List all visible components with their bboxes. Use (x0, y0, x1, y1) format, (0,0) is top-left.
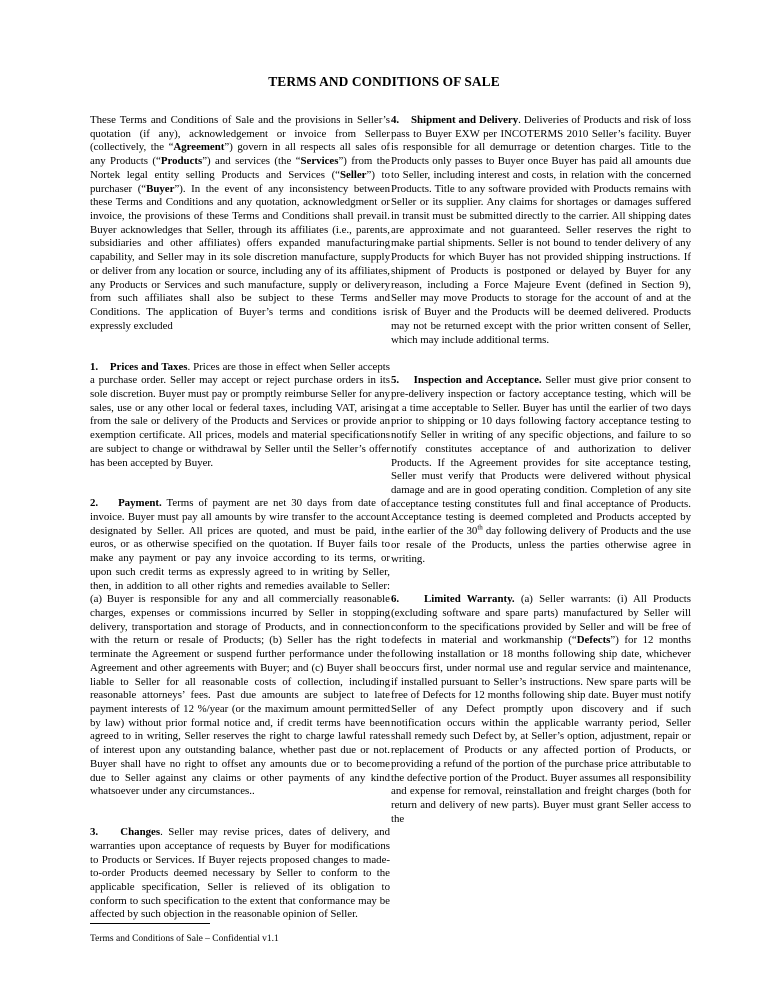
intro-text: ”) to purchaser (“ (90, 168, 390, 195)
section-text: . Prices are those in effect when Seller accepts a purchase order. Seller may accept or reject purchase orders in its sole discretion. Buyer must pay or promptly reimburse Seller for any sales, use or any other local or federal taxes, including VAT, arising from the sale or delivery of the Products and Services or provide an exemption certificate. All prices, models and material specifications are subject to change or withdrawal by Seller until the Seller’s offer has been accepted by Buyer. (90, 360, 390, 469)
section-number: 2. (90, 497, 99, 510)
intro-paragraph (90, 114, 390, 334)
section-2 (90, 497, 390, 799)
section-number: 4. (391, 114, 400, 126)
defined-term: Seller (340, 168, 367, 181)
section-text: Terms of payment are net 30 days from date of invoice. Buyer must pay all amounts by wire transfer to the account designated by Seller. All prices are quoted, and must be paid, in euros, or as otherwise specified on the quotation. If Buyer fails to make any payment or pay any invoice according to its terms, or upon such credit terms as expressly agreed to in writing by Seller, then, in addition to all other rights and remedies available to Seller: (a) Buyer is responsible for any and all commercially reasonable charges, expenses or commissions incurred by Seller in stopping delivery, transportation and storage of Products, and in connection with the return or resale of Products; (b) Seller has the right to terminate the Agreement or suspend further performance under the Agreement and other agreements with Buyer; and (c) Buyer shall be liable to Seller for all reasonable costs of collection, including reasonable attorneys’ fees. Past due amounts are subject to late payment interests of 12 %/year (or the maximum amount permitted by law) without prior formal notice and, if credit terms have been agreed to in writing, Seller reserves the right to charge lawful rates of interest upon any outstanding balance, whether past due or not. Buyer shall have no right to offset any amounts due or to become due to Seller against any claims or other payments of any kind whatsoever under any circumstances.. (90, 497, 391, 798)
section-4 (391, 114, 691, 347)
defined-term: Buyer (146, 182, 175, 195)
section-heading: Changes (120, 826, 161, 839)
section-6 (391, 593, 691, 826)
page-footer: Terms and Conditions of Sale – Confidential v1.1 (90, 934, 279, 944)
intro-text: ”) govern in all respects all sales of any Products (“ (90, 141, 390, 168)
defined-term: Products (160, 155, 203, 168)
section-text: . Deliveries of Products and risk of loss pass to Buyer EXW per INCOTERMS 2010 Seller’s facility. Buyer is responsible for all demurrage or detention charges. Title to the Products only passes to Buyer once Buyer has paid all amounts due to Seller, including interest and costs, in relation with the concerned Products. Title to any software provided with Products remains with Seller or its supplier. Any claims for shortages or damages suffered in transit must be submitted directly to the carrier. All shipping dates are approximate and not guaranteed. Seller reserves the right to make partial shipments. Seller is not bound to tender delivery of any Products for which Buyer has not provided shipping instructions. If shipment of Products is postponed or delayed by Buyer for any reason, including a Force Majeure Event (defined in Section 9), Seller may move Products to storage for the account of and at the risk of Buyer and the Products will be deemed delivered. Products may not be returned except with the prior written consent of Seller, which may include additional terms. (391, 114, 691, 346)
right-column (391, 114, 691, 827)
section-text: ”) for 12 months following installation or 18 months following ship date, whichever occurs first, under normal use and regular service and maintenance, if installed pursuant to Seller’s instructions. New spare parts will be free of Defects for 12 months following ship date. Buyer must notify Seller of any Defect promptly upon discovery and if such notification occurs within the applicable warranty period, Seller shall remedy such Defect by, at Seller’s option, adjustment, repair or replacement of Products or any affected portion of Products, or providing a refund of the portion of the purchase price attributable to the defective portion of the Product. Buyer assumes all responsibility and expense for removal, reinstallation and freight charges (both for return and delivery of new parts). Buyer must grant Seller access to the (391, 634, 691, 825)
section-text: Seller must give prior consent to pre-delivery inspection or factory acceptance testing, which will be at a time acceptable to Seller. Buyer has until the earlier of two days prior to shipping or 10 days following factory acceptance testing to notify Seller in writing of any specific objections, and failure to so notify constitutes acceptance of and authorization to deliver Products. If the Agreement provides for site acceptance testing, Seller must verify that Products were delivered without physical damage and are in good operating condition. Completion of any site acceptance testing constitutes full and final acceptance of Products. Acceptance testing is deemed completed and Products accepted by the earlier of the 30 (391, 374, 691, 538)
section-heading: Prices and Taxes (109, 360, 188, 373)
section-3 (90, 826, 390, 922)
intro-text: ”). In the event of any inconsistency between these Terms and Conditions and any quotation, acknowledgment or invoice, the provisions of these Terms and Conditions shall prevail. Buyer acknowledges that Seller, through its affiliates (i.e., parents, subsidiaries and other affiliates) offers expanded manufacturing capability, and Seller may in its sole discretion manufacture, supply or deliver from any location or source, including any of its affiliates, any Products or Services and such manufacture, supply or delivery from such affiliates shall also be subject to these Terms and Conditions. The application of Buyer’s terms and conditions is expressly excluded (90, 182, 390, 332)
section-number: 1. (90, 360, 99, 373)
intro-text: These Terms and Conditions of Sale and the provisions in Seller’s quotation (if any), acknowledgement or invoice from Seller (collectively, the “ (90, 114, 390, 154)
section-heading: Inspection and Acceptance. (413, 374, 542, 387)
section-text: (a) Seller warrants: (i) All Products (excluding software and spare parts) manufactured by Seller will conform to the specifications provided by Seller and will be free of defects in material and workmanship (“ (391, 593, 692, 647)
defined-term: Defects (576, 634, 611, 647)
section-text: . Seller may revise prices, dates of delivery, and warranties upon acceptance of requests by Buyer for modifications to Products or Services. If Buyer rejects proposed changes to made-to-order Products deemed necessary by Seller to conform to the applicable specification, Seller is relieved of its obligation to conform to such specification to the extent that conformance may be affected by such objection in the reasonable opinion of Seller. (90, 826, 390, 921)
ordinal-suffix: th (477, 523, 483, 532)
section-number: 3. (90, 826, 99, 839)
document-title: TERMS AND CONDITIONS OF SALE (268, 74, 500, 89)
defined-term: Agreement (173, 141, 225, 154)
section-number: 5. (391, 374, 400, 387)
section-heading: Limited Warranty. (423, 593, 515, 606)
section-heading: Payment. (118, 497, 162, 510)
footer-divider (90, 923, 210, 924)
defined-term: Services (300, 155, 339, 168)
section-number: 6. (391, 593, 400, 606)
intro-text: ”) and services (the “ (202, 155, 301, 168)
section-5 (391, 374, 691, 566)
section-text: day following delivery of Products and the use or resale of the Products, unless the parties otherwise agree in writing. (391, 525, 691, 565)
left-column (90, 114, 390, 922)
section-1 (90, 361, 390, 471)
intro-text: ”) from the Nortek legal entity selling Products and Services (“ (90, 155, 390, 181)
section-heading: Shipment and Delivery (411, 114, 519, 126)
